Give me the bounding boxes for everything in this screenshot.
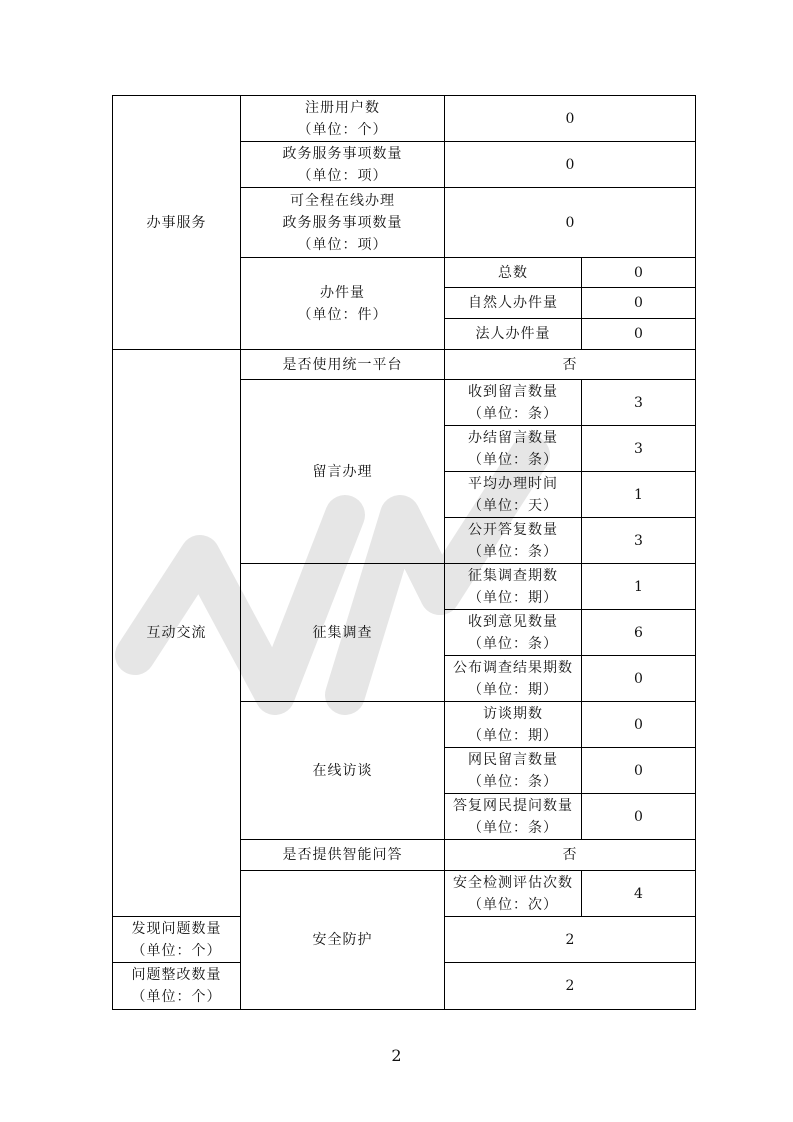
unified-platform-value: 否	[445, 350, 696, 380]
messages-public-replies-label	[445, 518, 582, 564]
online-items-value: 0	[445, 188, 696, 258]
security-category	[241, 871, 445, 1010]
unit-text: （单位：项）	[297, 167, 388, 184]
security-checks-label	[445, 871, 582, 917]
label-text: 问题整改数量	[131, 967, 222, 983]
label-text: 政务服务事项数量	[282, 145, 403, 162]
survey-results-label	[445, 656, 582, 702]
survey-opinions-value: 6	[582, 610, 696, 656]
cases-label	[241, 258, 445, 350]
interview-periods-label	[445, 702, 582, 748]
messages-handled-value: 3	[582, 426, 696, 472]
survey-opinions-label	[445, 610, 582, 656]
registered-users-label	[241, 96, 445, 142]
interaction-category	[113, 350, 241, 917]
unit-text: （单位：期）	[468, 589, 558, 606]
issues-fixed-label	[113, 963, 241, 1010]
services-category	[113, 96, 241, 350]
unit-text: （单位：件）	[297, 306, 388, 323]
cases-natural-value: 0	[582, 288, 696, 319]
smart-qa-value: 否	[445, 840, 696, 871]
service-items-label	[241, 142, 445, 188]
smart-qa-label: 是否提供智能问答	[241, 840, 445, 871]
unit-text: （单位：条）	[468, 773, 558, 790]
security-checks-value: 4	[582, 871, 696, 917]
messages-avg-time-label	[445, 472, 582, 518]
messages-received-value: 3	[582, 380, 696, 426]
unit-text: （单位：个）	[131, 989, 222, 1005]
unit-text: （单位：期）	[468, 681, 558, 698]
services-title: 办事服务	[146, 214, 207, 231]
unit-text: （单位：条）	[468, 635, 558, 652]
interview-answers-label	[445, 794, 582, 840]
cases-legal-value: 0	[582, 319, 696, 350]
page-number: 2	[391, 1046, 402, 1065]
label-text: 征集调查期数	[468, 567, 558, 584]
interview-answers-value: 0	[582, 794, 696, 840]
unit-text: （单位：期）	[468, 727, 558, 744]
cases-total-value: 0	[582, 258, 696, 288]
label-text: 安全检测评估次数	[453, 874, 573, 891]
issues-fixed-value: 2	[445, 963, 696, 1010]
label-text: 办件量	[320, 284, 365, 301]
label-text: 收到意见数量	[468, 613, 558, 630]
unit-text: （单位：项）	[297, 236, 388, 253]
messages-avg-time-value: 1	[582, 472, 696, 518]
unit-text: （单位：个）	[297, 121, 388, 138]
messages-received-label	[445, 380, 582, 426]
online-items-label	[241, 188, 445, 258]
messages-label: 留言办理	[241, 380, 445, 564]
unified-platform-label: 是否使用统一平台	[241, 350, 445, 380]
messages-public-replies-value: 3	[582, 518, 696, 564]
survey-periods-value: 1	[582, 564, 696, 610]
label-text: 网民留言数量	[468, 751, 558, 768]
issues-found-value: 2	[445, 917, 696, 963]
messages-handled-label	[445, 426, 582, 472]
label-text: 办结留言数量	[468, 429, 558, 446]
label-text: 访谈期数	[483, 705, 543, 722]
label-text: 收到留言数量	[468, 383, 558, 400]
interaction-title: 互动交流	[146, 625, 207, 641]
unit-text: （单位：天）	[468, 497, 558, 514]
label-text: 平均办理时间	[468, 475, 558, 492]
label-text: 发现问题数量	[131, 920, 222, 937]
unit-text: （单位：条）	[468, 819, 558, 836]
security-title: 安全防护	[312, 932, 373, 948]
cases-natural-label: 自然人办件量	[445, 288, 582, 319]
service-items-value: 0	[445, 142, 696, 188]
cases-total-label: 总数	[445, 258, 582, 288]
interview-netizen-msgs-label	[445, 748, 582, 794]
report-table	[112, 95, 696, 1010]
issues-found-label	[113, 917, 241, 963]
registered-users-row	[113, 96, 696, 142]
label-text: 答复网民提问数量	[453, 797, 573, 814]
unit-text: （单位：条）	[468, 543, 558, 560]
registered-users-value: 0	[445, 96, 696, 142]
unit-text: （单位：次）	[468, 896, 558, 913]
label-text: 公开答复数量	[468, 521, 558, 538]
label-text: 注册用户数	[305, 99, 380, 116]
unified-platform-row	[113, 350, 696, 380]
label-text: 政务服务事项数量	[282, 214, 403, 231]
unit-text: （单位：条）	[468, 451, 558, 468]
survey-periods-label	[445, 564, 582, 610]
interviews-label: 在线访谈	[241, 702, 445, 840]
cases-legal-label: 法人办件量	[445, 319, 582, 350]
unit-text: （单位：条）	[468, 405, 558, 422]
interview-periods-value: 0	[582, 702, 696, 748]
label-text: 可全程在线办理	[290, 192, 395, 209]
interview-netizen-msgs-value: 0	[582, 748, 696, 794]
unit-text: （单位：个）	[131, 942, 222, 959]
label-text: 公布调查结果期数	[453, 659, 573, 676]
survey-results-value: 0	[582, 656, 696, 702]
surveys-label: 征集调查	[241, 564, 445, 702]
